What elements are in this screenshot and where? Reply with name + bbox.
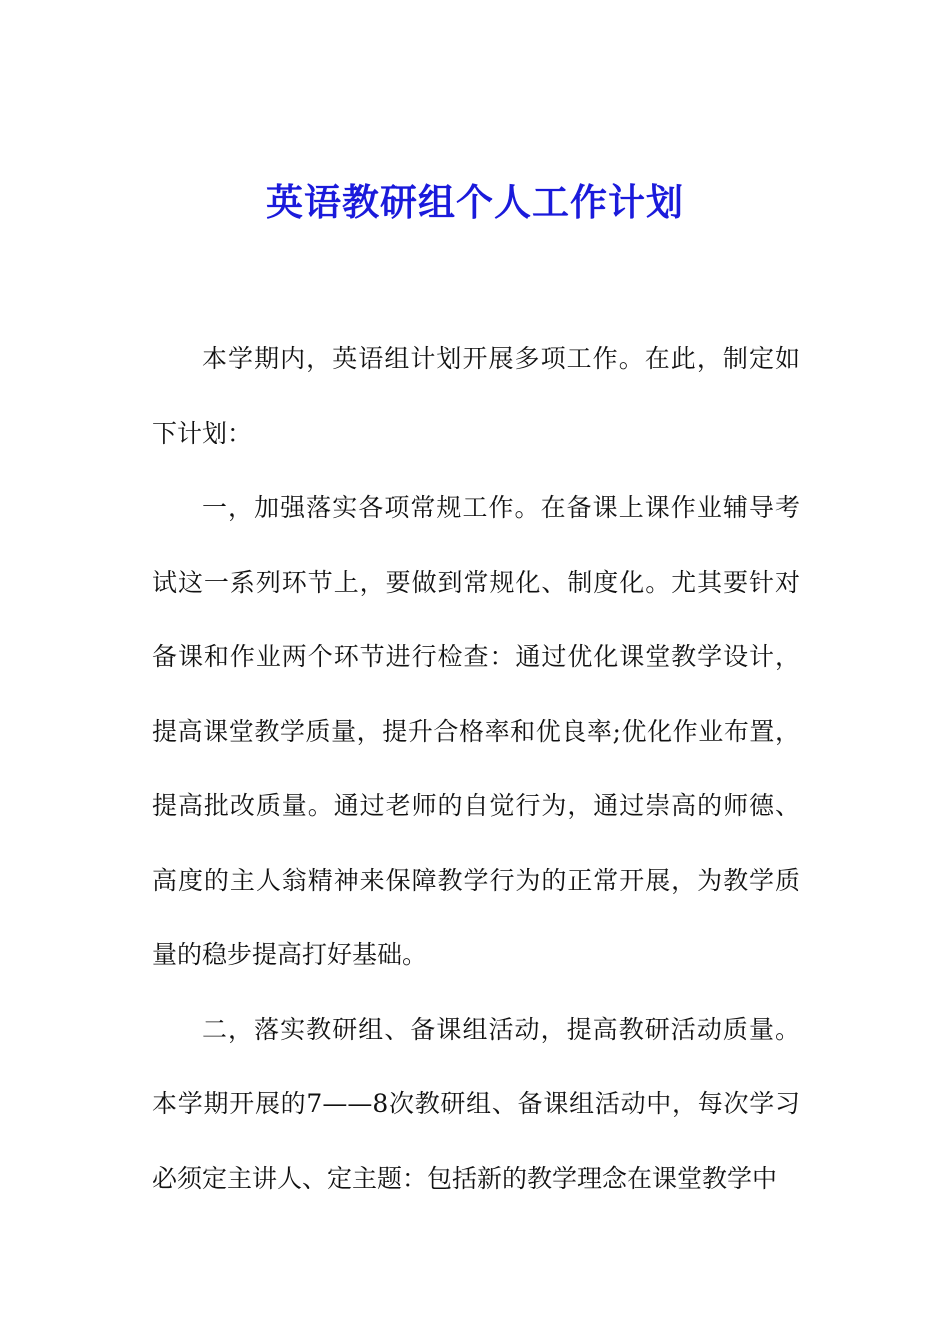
- document-title: 英语教研组个人工作计划: [266, 180, 684, 224]
- document-body: [152, 322, 800, 1216]
- paragraph-routine-work: 一，加强落实各项常规工作。在备课上课作业辅导考试这一系列环节上，要做到常规化、制度化。尤其要针对备课和作业两个环节进行检查：通过优化课堂教学设计，提高课堂教学质量，提升合格率和优良率;优化作业布置，提高批改质量。通过老师的自觉行为，通过崇高的师德、高度的主人翁精神来保障教学行为的正常开展，为教学质量的稳步提高打好基础。: [152, 493, 800, 969]
- paragraph-intro: 本学期内，英语组计划开展多项工作。在此，制定如下计划：: [152, 344, 800, 448]
- paragraph-research-activities: 二，落实教研组、备课组活动，提高教研活动质量。本学期开展的7——8次教研组、备课组活动中，每次学习必须定主讲人、定主题：包括新的教学理念在课堂教学中: [152, 1014, 800, 1193]
